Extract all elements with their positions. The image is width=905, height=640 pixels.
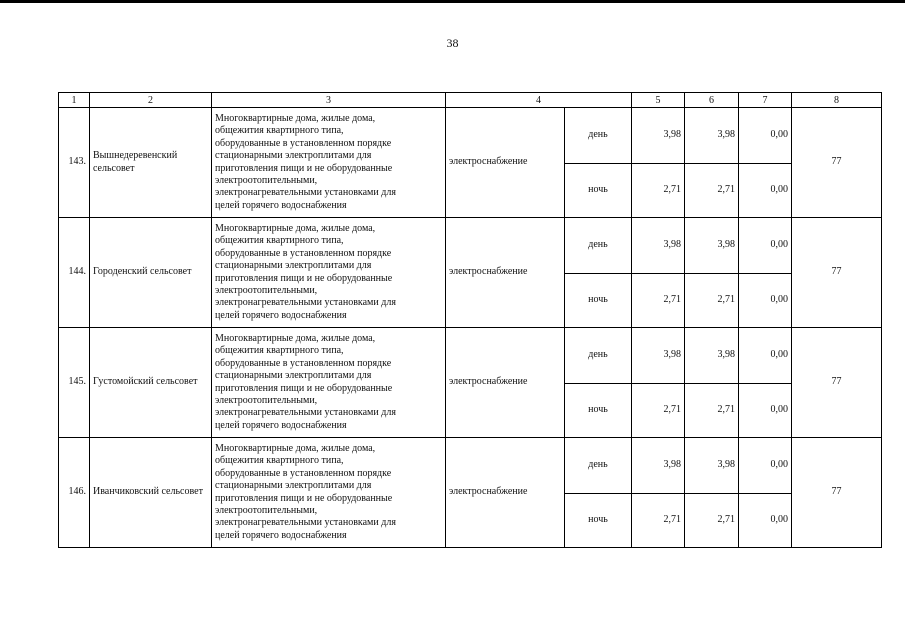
desc-line: целей горячего водоснабжения bbox=[215, 199, 347, 211]
night-col-6: 2,71 bbox=[685, 494, 739, 548]
desc-line: электронагревательными установками для bbox=[215, 297, 396, 309]
housing-description bbox=[212, 108, 446, 218]
night-col-5: 2,71 bbox=[632, 274, 685, 328]
desc-line: целей горячего водоснабжения bbox=[215, 419, 347, 431]
night-col-7: 0,00 bbox=[739, 164, 792, 218]
housing-description bbox=[212, 328, 446, 438]
desc-line: общежития квартирного типа, bbox=[215, 125, 344, 137]
desc-line: электроотопительными, bbox=[215, 174, 318, 186]
period-night: ночь bbox=[565, 494, 632, 548]
desc-line: стационарными электроплитами для bbox=[215, 370, 372, 382]
desc-line: общежития квартирного типа, bbox=[215, 345, 344, 357]
council-name: Густомойский сельсовет bbox=[90, 328, 212, 438]
desc-line: приготовления пищи и не оборудованные bbox=[215, 162, 393, 174]
night-col-5: 2,71 bbox=[632, 164, 685, 218]
table-row-day bbox=[59, 108, 882, 164]
council-name: Городенский сельсовет bbox=[90, 218, 212, 328]
period-night: ночь bbox=[565, 384, 632, 438]
page-top-border bbox=[0, 0, 905, 3]
night-col-6: 2,71 bbox=[685, 164, 739, 218]
header-col-8: 8 bbox=[792, 93, 882, 108]
day-col-7: 0,00 bbox=[739, 438, 792, 494]
housing-description bbox=[212, 218, 446, 328]
day-col-7: 0,00 bbox=[739, 218, 792, 274]
period-day: день bbox=[565, 328, 632, 384]
council-name: Вышнедеревенский сельсовет bbox=[90, 108, 212, 218]
desc-line: оборудованные в установленном порядке bbox=[215, 137, 392, 149]
desc-line: приготовления пищи и не оборудованные bbox=[215, 492, 393, 504]
table-row-day bbox=[59, 218, 882, 274]
page-number: 38 bbox=[446, 36, 459, 50]
header-col-3: 3 bbox=[212, 93, 446, 108]
col-8-value: 77 bbox=[792, 218, 882, 328]
row-number: 144. bbox=[59, 218, 90, 328]
desc-line: электронагревательными установками для bbox=[215, 517, 396, 529]
table-row-day bbox=[59, 438, 882, 494]
day-col-5: 3,98 bbox=[632, 438, 685, 494]
desc-line: оборудованные в установленном порядке bbox=[215, 357, 392, 369]
desc-line: общежития квартирного типа, bbox=[215, 235, 344, 247]
day-col-5: 3,98 bbox=[632, 108, 685, 164]
header-row bbox=[59, 93, 882, 108]
period-night: ночь bbox=[565, 274, 632, 328]
header-col-5: 5 bbox=[632, 93, 685, 108]
desc-line: электроотопительными, bbox=[215, 504, 318, 516]
desc-line: целей горячего водоснабжения bbox=[215, 529, 347, 541]
desc-line: приготовления пищи и не оборудованные bbox=[215, 272, 393, 284]
service-type: электроснабжение bbox=[446, 438, 565, 548]
council-name: Иванчиковский сельсовет bbox=[90, 438, 212, 548]
night-col-5: 2,71 bbox=[632, 384, 685, 438]
desc-line: стационарными электроплитами для bbox=[215, 480, 372, 492]
header-col-7: 7 bbox=[739, 93, 792, 108]
day-col-5: 3,98 bbox=[632, 328, 685, 384]
col-8-value: 77 bbox=[792, 438, 882, 548]
desc-line: целей горячего водоснабжения bbox=[215, 309, 347, 321]
service-type: электроснабжение bbox=[446, 328, 565, 438]
desc-line: стационарными электроплитами для bbox=[215, 260, 372, 272]
col-8-value: 77 bbox=[792, 108, 882, 218]
period-day: день bbox=[565, 438, 632, 494]
desc-line: общежития квартирного типа, bbox=[215, 455, 344, 467]
desc-line: Многоквартирные дома, жилые дома, bbox=[215, 332, 376, 344]
desc-line: Многоквартирные дома, жилые дома, bbox=[215, 222, 376, 234]
desc-line: оборудованные в установленном порядке bbox=[215, 467, 392, 479]
period-night: ночь bbox=[565, 164, 632, 218]
period-day: день bbox=[565, 108, 632, 164]
day-col-7: 0,00 bbox=[739, 108, 792, 164]
night-col-6: 2,71 bbox=[685, 274, 739, 328]
day-col-6: 3,98 bbox=[685, 218, 739, 274]
table-row-day bbox=[59, 328, 882, 384]
day-col-6: 3,98 bbox=[685, 108, 739, 164]
desc-line: электронагревательными установками для bbox=[215, 187, 396, 199]
period-day: день bbox=[565, 218, 632, 274]
day-col-7: 0,00 bbox=[739, 328, 792, 384]
header-col-4: 4 bbox=[446, 93, 632, 108]
desc-line: электроотопительными, bbox=[215, 284, 318, 296]
day-col-5: 3,98 bbox=[632, 218, 685, 274]
header-col-6: 6 bbox=[685, 93, 739, 108]
day-col-6: 3,98 bbox=[685, 328, 739, 384]
header-col-2: 2 bbox=[90, 93, 212, 108]
night-col-7: 0,00 bbox=[739, 384, 792, 438]
header-col-1: 1 bbox=[59, 93, 90, 108]
service-type: электроснабжение bbox=[446, 108, 565, 218]
night-col-5: 2,71 bbox=[632, 494, 685, 548]
desc-line: электронагревательными установками для bbox=[215, 407, 396, 419]
row-number: 143. bbox=[59, 108, 90, 218]
row-number: 146. bbox=[59, 438, 90, 548]
tariff-table bbox=[58, 92, 882, 548]
night-col-6: 2,71 bbox=[685, 384, 739, 438]
day-col-6: 3,98 bbox=[685, 438, 739, 494]
desc-line: приготовления пищи и не оборудованные bbox=[215, 382, 393, 394]
row-number: 145. bbox=[59, 328, 90, 438]
housing-description bbox=[212, 438, 446, 548]
desc-line: электроотопительными, bbox=[215, 394, 318, 406]
night-col-7: 0,00 bbox=[739, 274, 792, 328]
night-col-7: 0,00 bbox=[739, 494, 792, 548]
col-8-value: 77 bbox=[792, 328, 882, 438]
service-type: электроснабжение bbox=[446, 218, 565, 328]
desc-line: Многоквартирные дома, жилые дома, bbox=[215, 442, 376, 454]
desc-line: Многоквартирные дома, жилые дома, bbox=[215, 112, 376, 124]
desc-line: оборудованные в установленном порядке bbox=[215, 247, 392, 259]
desc-line: стационарными электроплитами для bbox=[215, 150, 372, 162]
